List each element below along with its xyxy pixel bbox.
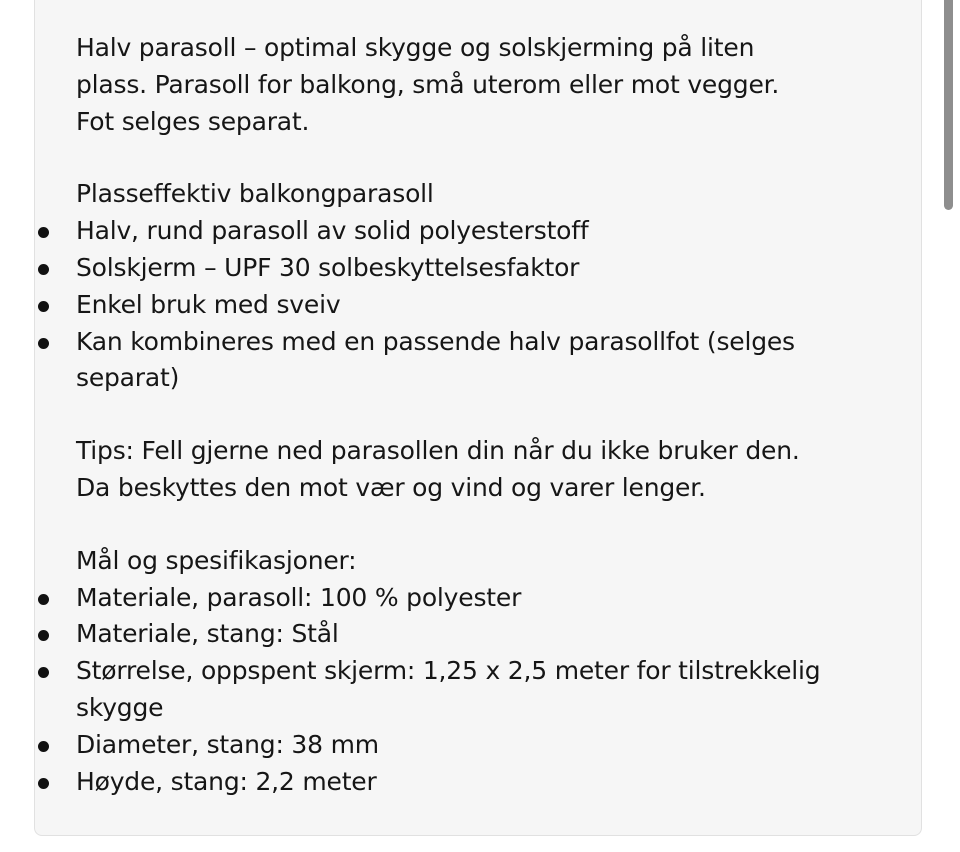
tips-line: Tips: Fell gjerne ned parasollen din når du ikke bruker den. [76, 436, 800, 466]
list-item: Diameter, stang: 38 mm [76, 727, 896, 764]
list-item: Høyde, stang: 2,2 meter [76, 764, 896, 801]
intro-line: plass. Parasoll for balkong, små uterom eller mot vegger. [76, 69, 780, 99]
list-item: Enkel bruk med sveiv [76, 287, 896, 324]
list-item: Materiale, parasoll: 100 % polyester [76, 580, 896, 617]
intro-line: Halv parasoll – optimal skygge og solskjerming på liten [76, 33, 755, 62]
features-heading: Plasseffektiv balkongparasoll [76, 179, 434, 209]
specs-heading: Mål og spesifikasjoner: [76, 545, 357, 575]
list-item: Størrelse, oppspent skjerm: 1,25 x 2,5 meter for tilstrekkelig skygge [76, 653, 896, 727]
tips-line: Da beskyttes den mot vær og vind og varer lenger. [76, 472, 706, 502]
list-item: Materiale, stang: Stål [76, 616, 896, 653]
specs-list [76, 580, 896, 801]
list-item: Solskjerm – UPF 30 solbeskyttelsesfaktor [76, 250, 896, 287]
features-list [76, 213, 896, 397]
intro-line: Fot selges separat. [76, 106, 310, 136]
product-description [76, 30, 896, 800]
list-item: Kan kombineres med en passende halv parasollfot (selges separat) [76, 324, 896, 398]
scrollbar-thumb[interactable] [944, 0, 953, 210]
list-item: Halv, rund parasoll av solid polyesterstoff [76, 213, 896, 250]
